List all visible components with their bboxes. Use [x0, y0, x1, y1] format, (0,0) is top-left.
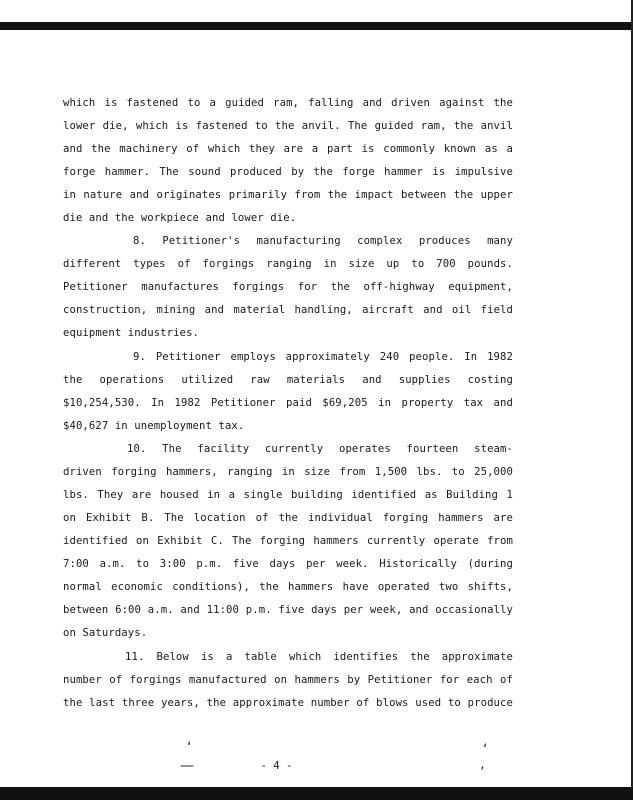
- scan-speck-mark: ‘: [483, 742, 488, 758]
- text-line: driven forging hammers, ranging in size from 1,500 lbs. to 25,000: [63, 466, 513, 478]
- text-line: and the machinery of which they are a part is commonly known as a: [63, 143, 513, 155]
- paragraph-10-first-line: 10. The facility currently operates fourteen steam-: [127, 443, 513, 455]
- text-line: die and the workpiece and lower die.: [63, 212, 297, 224]
- text-line: the last three years, the approximate number of blows used to produce: [63, 697, 513, 709]
- scan-speck-mark: —: [180, 758, 194, 774]
- text-line: lower die, which is fastened to the anvil. The guided ram, the anvil: [63, 120, 513, 132]
- text-line: forge hammer. The sound produced by the forge hammer is impulsive: [63, 166, 513, 178]
- text-line: which is fastened to a guided ram, falling and driven against the: [63, 97, 513, 109]
- paragraph-11-first-line: 11. Below is a table which identifies the approximate: [125, 651, 513, 663]
- text-line: in nature and originates primarily from the impact between the upper: [63, 189, 513, 201]
- text-line: lbs. They are housed in a single building identified as Building 1: [63, 489, 513, 501]
- text-line: on Saturdays.: [63, 627, 148, 639]
- text-line: equipment industries.: [63, 327, 200, 339]
- text-line: number of forgings manufactured on hammers by Petitioner for each of: [63, 674, 513, 686]
- scan-border-top: [0, 22, 633, 30]
- text-line: 7:00 a.m. to 3:00 p.m. five days per week. Historically (during: [63, 558, 513, 570]
- paragraph-8-first-line: 8. Petitioner's manufacturing complex produces many: [133, 235, 513, 247]
- text-line: identified on Exhibit C. The forging hammers currently operate from: [63, 535, 513, 547]
- text-line: $40,627 in unemployment tax.: [63, 420, 245, 432]
- text-line: normal economic conditions), the hammers have operated two shifts,: [63, 581, 513, 593]
- text-line: the operations utilized raw materials and supplies costing: [63, 374, 513, 386]
- text-line: $10,254,530. In 1982 Petitioner paid $69,205 in property tax and: [63, 397, 513, 409]
- text-line: construction, mining and material handling, aircraft and oil field: [63, 304, 513, 316]
- text-line: between 6:00 a.m. and 11:00 p.m. five days per week, and occasionally: [63, 604, 513, 616]
- paragraph-9-first-line: 9. Petitioner employs approximately 240 people. In 1982: [133, 351, 513, 363]
- scan-speck-mark: ‘: [187, 740, 192, 756]
- text-line: different types of forgings ranging in size up to 700 pounds.: [63, 258, 513, 270]
- text-line: on Exhibit B. The location of the individual forging hammers are: [63, 512, 513, 524]
- page-number: - 4 -: [260, 760, 293, 772]
- scan-border-bottom: [0, 787, 633, 800]
- text-line: Petitioner manufactures forgings for the off-highway equipment,: [63, 281, 513, 293]
- scan-speck-mark: ’: [480, 765, 485, 781]
